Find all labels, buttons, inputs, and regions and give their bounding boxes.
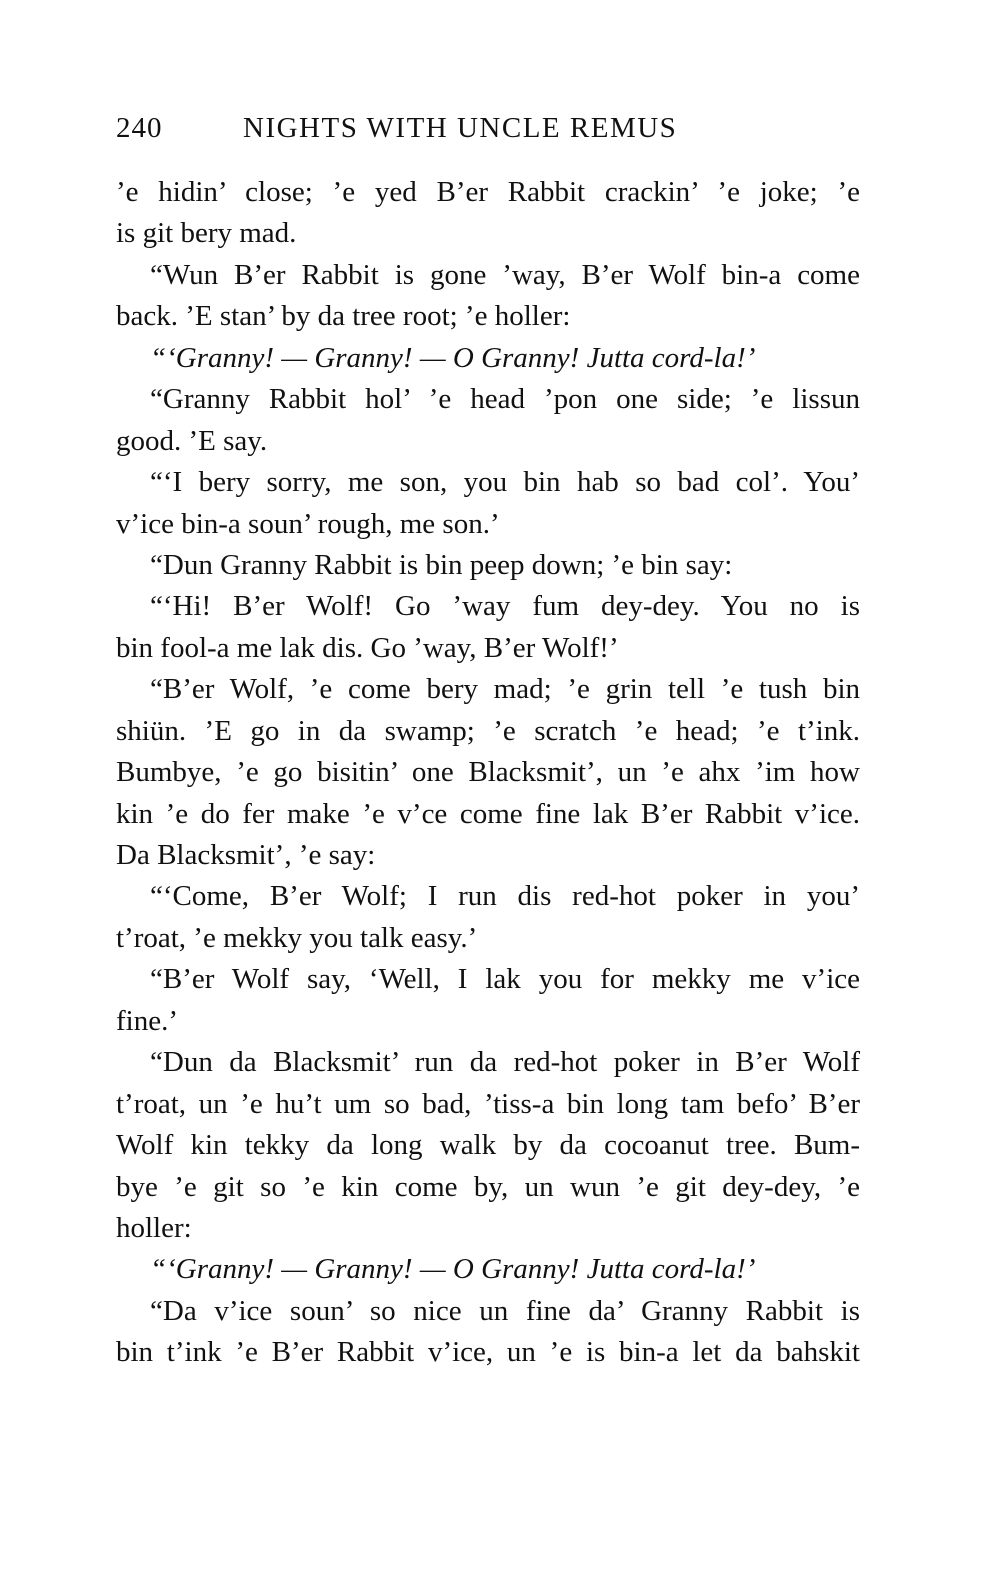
text-line: fine.’ [116, 1004, 178, 1037]
text-line: “Granny Rabbit hol’ ’e head ’pon one side; ’e lissun [150, 383, 860, 416]
page-number: 240 [116, 112, 163, 144]
text-line: “Dun Granny Rabbit is bin peep down; ’e bin say: [150, 548, 733, 581]
text-line: t’roat, ’e mekky you talk easy.’ [116, 921, 478, 954]
text-line: “‘I bery sorry, me son, you bin hab so bad col’. You’ [150, 466, 860, 499]
text-line: back. ’E stan’ by da tree root; ’e holler: [116, 300, 571, 333]
text-line: v’ice bin-a soun’ rough, me son.’ [116, 507, 500, 540]
text-line: “‘Hi! B’er Wolf! Go ’way fum dey-dey. You no is [150, 590, 860, 623]
text-line: “Wun B’er Rabbit is gone ’way, B’er Wolf bin-a come [150, 258, 860, 291]
text-line: “Dun da Blacksmit’ run da red-hot poker in B’er Wolf [150, 1046, 860, 1079]
text-line-italic: “‘Granny! — Granny! — O Granny! Jutta cord-la!’ [150, 341, 756, 374]
text-line: Wolf kin tekky da long walk by da cocoanut tree. Bum- [116, 1129, 860, 1162]
text-line: Da Blacksmit’, ’e say: [116, 839, 376, 871]
body-text [116, 172, 860, 1374]
text-line: ’e hidin’ close; ’e yed B’er Rabbit crackin’ ’e joke; ’e [116, 176, 860, 208]
text-line: bin fool-a me lak dis. Go ’way, B’er Wolf!’ [116, 631, 619, 664]
text-line: “‘Come, B’er Wolf; I run dis red-hot poker in you’ [150, 880, 860, 913]
text-line: “B’er Wolf say, ‘Well, I lak you for mekky me v’ice [150, 963, 860, 996]
page-header [116, 112, 860, 152]
text-line: holler: [116, 1211, 192, 1244]
text-line: shiün. ’E go in da swamp; ’e scratch ’e head; ’e t’ink. [116, 714, 860, 747]
running-title: NIGHTS WITH UNCLE REMUS [243, 112, 678, 144]
text-line-italic: “‘Granny! — Granny! — O Granny! Jutta cord-la!’ [150, 1253, 756, 1286]
text-line: Bumbye, ’e go bisitin’ one Blacksmit’, un ’e ahx ’im how [116, 756, 860, 789]
text-line: kin ’e do fer make ’e v’ce come fine lak B’er Rabbit v’ice. [116, 797, 860, 830]
text-line: “B’er Wolf, ’e come bery mad; ’e grin tell ’e tush bin [150, 673, 860, 706]
text-line: bin t’ink ’e B’er Rabbit v’ice, un ’e is bin-a let da bahskit [116, 1336, 860, 1369]
text-line: is git bery mad. [116, 217, 297, 250]
text-line: bye ’e git so ’e kin come by, un wun ’e git dey-dey, ’e [116, 1170, 860, 1203]
text-line: t’roat, un ’e hu’t um so bad, ’tiss-a bin long tam befo’ B’er [116, 1087, 860, 1120]
text-line: “Da v’ice soun’ so nice un fine da’ Granny Rabbit is [150, 1294, 860, 1327]
text-line: good. ’E say. [116, 424, 268, 457]
